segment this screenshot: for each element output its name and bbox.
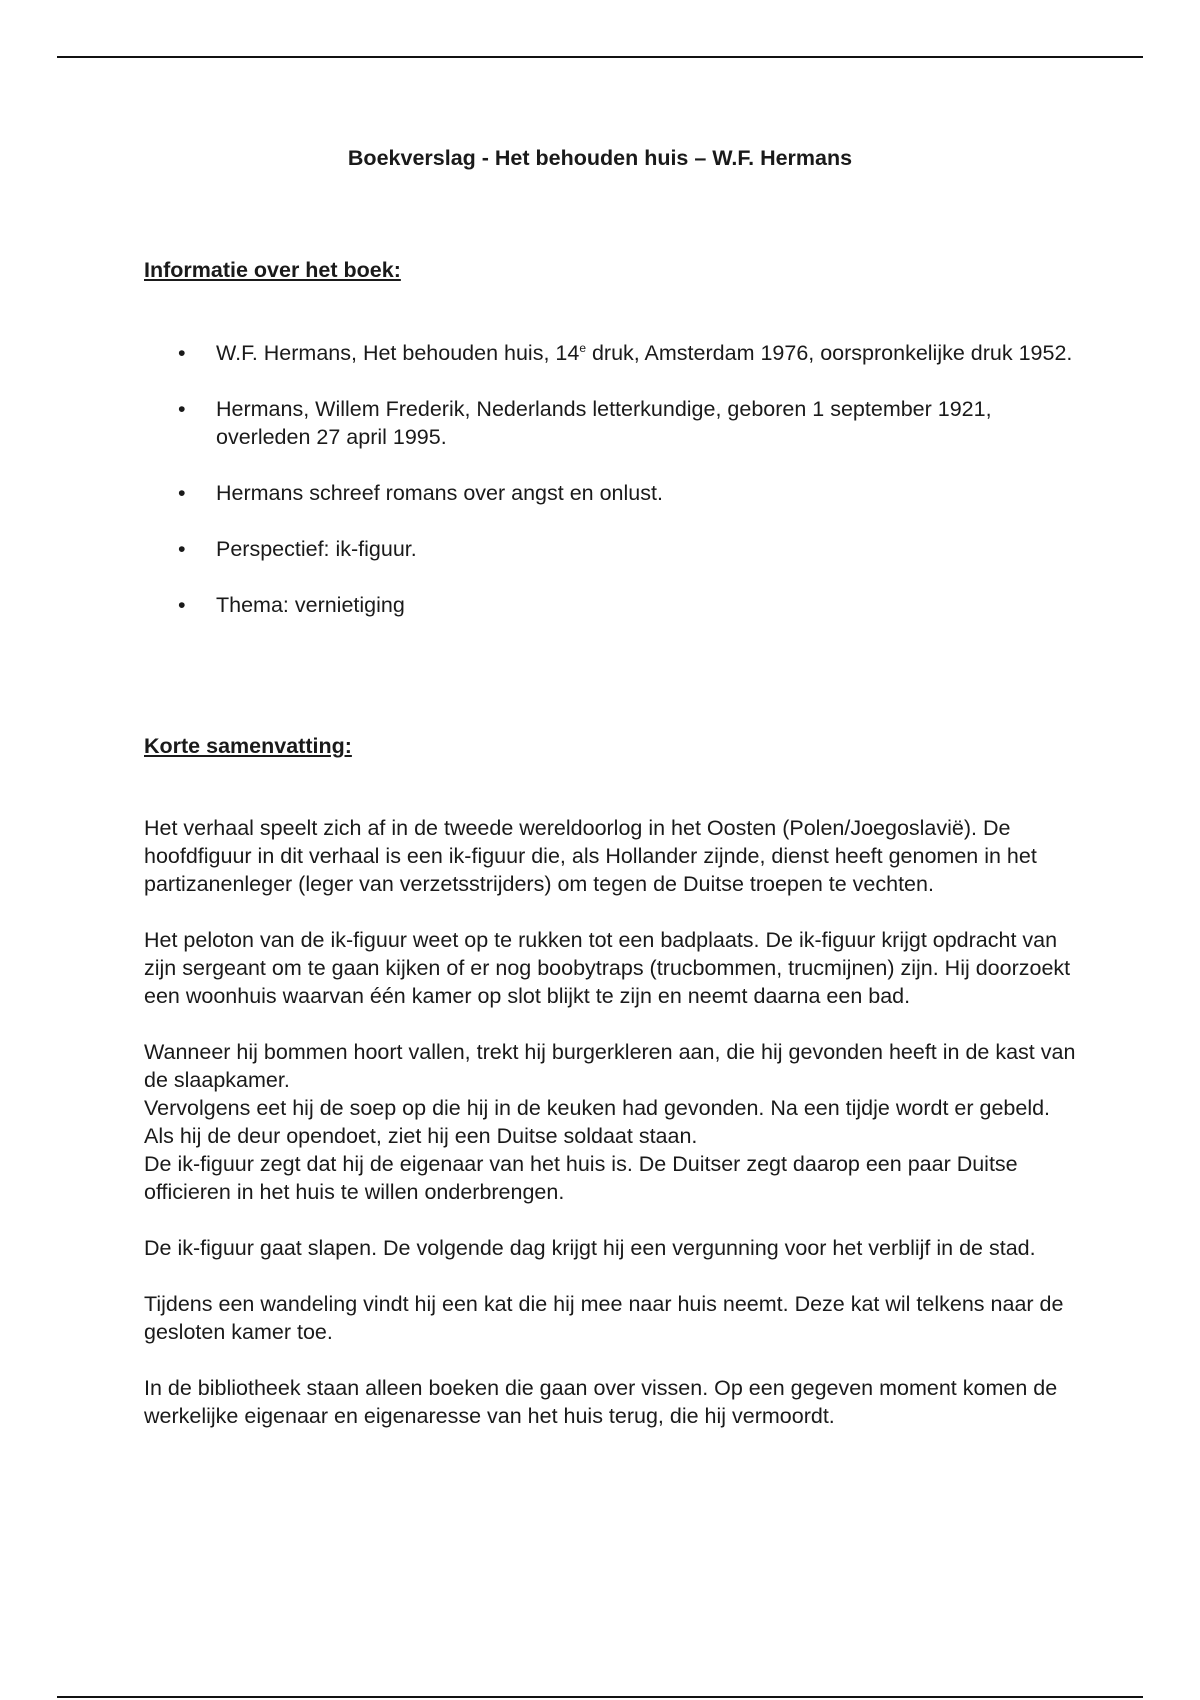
bullet-icon: • xyxy=(178,341,186,365)
summary-paragraph: Tijdens een wandeling vindt hij een kat die hij mee naar huis neemt. Deze kat wil telkens naar de gesloten kamer toe. xyxy=(144,1292,1064,1344)
info-item-text: W.F. Hermans, Het behouden huis, 14e druk, Amsterdam 1976, oorspronkelijke druk 1952. xyxy=(216,341,1073,365)
summary-paragraph: In de bibliotheek staan alleen boeken die gaan over vissen. Op een gegeven moment komen de werkelijke eigenaar en eigenaresse van het huis terug, die hij vermoordt. xyxy=(144,1376,1058,1428)
summary-line: De ik-figuur zegt dat hij de eigenaar van het huis is. De Duitser zegt daarop een paar Duitse officieren in het huis te willen onderbrengen. xyxy=(144,1152,1018,1204)
summary-line: Wanneer hij bommen hoort vallen, trekt hij burgerkleren aan, die hij gevonden heeft in de kast van de slaapkamer. xyxy=(144,1040,1076,1092)
info-heading: Informatie over het boek: xyxy=(144,258,401,282)
summary-heading: Korte samenvatting: xyxy=(144,734,352,758)
bullet-icon: • xyxy=(178,593,186,617)
info-item-text: Hermans, Willem Frederik, Nederlands letterkundige, geboren 1 september 1921, overleden 27 april 1995. xyxy=(216,397,992,449)
document-title: Boekverslag - Het behouden huis – W.F. Hermans xyxy=(347,146,853,170)
list-item xyxy=(144,535,1084,563)
list-item xyxy=(144,395,1084,451)
summary-paragraph xyxy=(144,1038,1089,1206)
bullet-icon: • xyxy=(178,397,186,421)
summary-paragraph: Het verhaal speelt zich af in de tweede wereldoorlog in het Oosten (Polen/Joegoslavië). De hoofdfiguur in dit verhaal is een ik-figuur die, als Hollander zijnde, dienst heeft genomen in het partizanenleger (leger van verzetsstrijders) om tegen de Duitse troepen te vechten. xyxy=(144,816,1037,896)
list-item xyxy=(144,479,1084,507)
summary-line: Vervolgens eet hij de soep op die hij in de keuken had gevonden. Na een tijdje wordt er gebeld. xyxy=(144,1096,1051,1120)
header-rule xyxy=(57,56,1143,58)
bullet-icon: • xyxy=(178,481,186,505)
summary-line: Als hij de deur opendoet, ziet hij een Duitse soldaat staan. xyxy=(144,1124,698,1148)
bullet-icon: • xyxy=(178,537,186,561)
footer-rule xyxy=(57,1696,1143,1698)
info-list xyxy=(144,339,1084,647)
summary-body xyxy=(144,814,1089,1458)
info-item-text: Hermans schreef romans over angst en onlust. xyxy=(216,481,663,505)
info-item-text: Thema: vernietiging xyxy=(216,593,405,617)
list-item xyxy=(144,591,1084,619)
summary-paragraph: Het peloton van de ik-figuur weet op te rukken tot een badplaats. De ik-figuur krijgt opdracht van zijn sergeant om te gaan kijken of er nog boobytraps (trucbommen, trucmijnen) zijn. Hij doorzoekt een woonhuis waarvan één kamer op slot blijkt te zijn en neemt daarna een bad. xyxy=(144,928,1071,1008)
summary-paragraph: De ik-figuur gaat slapen. De volgende dag krijgt hij een vergunning voor het verblijf in de stad. xyxy=(144,1236,1036,1260)
list-item xyxy=(144,339,1084,367)
info-item-text: Perspectief: ik-figuur. xyxy=(216,537,417,561)
